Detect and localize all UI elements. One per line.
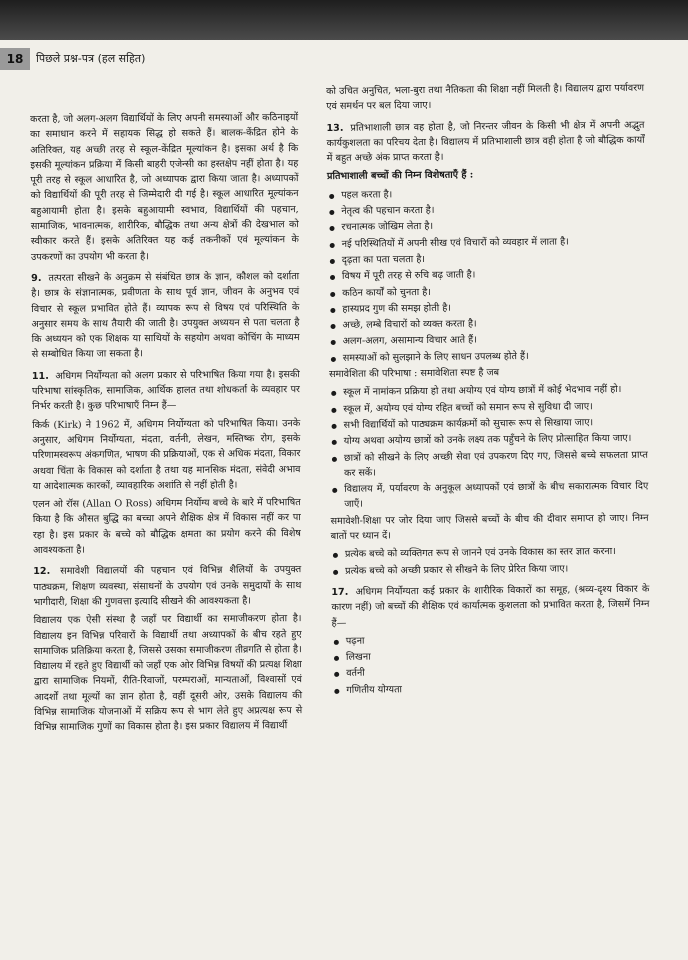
question-text: अधिगम निर्योग्यता कई प्रकार के शारीरिक विकारों का समूह, (श्रव्य-दृश्य विकार के कारण नहीं) जो बच्चों की शैक्षिक एवं कार्यात्मक कुशलता को प्रभावित करता है, जिसमें निम्न हैं— <box>331 583 650 629</box>
question-17 <box>331 582 649 631</box>
inclusion-intro: समावेशिता की परिभाषा : समावेशिता स्पष्ट है जब <box>328 367 500 381</box>
list-item: पढ़ना <box>332 630 650 649</box>
right-intro-paragraph: को उचित अनुचित, भला-बुरा तथा नैतिकता की शिक्षा नहीं मिलती है। विद्यालय द्वारा पर्यावरण एवं समर्थन पर बल दिया जाए। <box>326 82 645 113</box>
list-item: योग्य अथवा अयोग्य छात्रों को उनके लक्ष्य तक पहुँचने के लिए प्रोत्साहित किया जाए। <box>330 431 648 450</box>
list-item: गणितीय योग्यता <box>332 679 650 698</box>
list-item: समस्याओं को सुलझाने के लिए साधन उपलब्ध होते हैं। <box>329 347 647 366</box>
list-item: वर्तनी <box>332 663 650 682</box>
left-column <box>30 110 302 738</box>
question-number: 11. <box>31 370 49 382</box>
gifted-features-list <box>327 184 647 366</box>
list-item: अच्छे, लम्बे विचारों को व्यक्त करता है। <box>328 315 646 334</box>
question-number: 13. <box>326 122 344 134</box>
list-item: अलग-अलग, असामान्य विचार आते हैं। <box>329 331 647 350</box>
list-item: नेतृत्व की पहचान करता है। <box>327 201 645 220</box>
list-item: दृढ़ता का पता चलता है। <box>328 250 646 269</box>
question-number: 12. <box>33 566 51 578</box>
question-text: प्रतिभाशाली छात्र वह होता है, जो निरन्तर जीवन के किसी भी क्षेत्र में अपनी अद्भुत कार्यकुशलता का परिचय देता है। विद्यालय में प्रतिभाशाली छात्र वही होता है जो बौद्धिक कार्यों में बहुत अच्छे अंक प्राप्त करता है। <box>326 119 645 165</box>
learning-disability-list <box>332 630 651 698</box>
right-column <box>326 81 650 699</box>
question-12 <box>33 562 301 610</box>
kirk-definition: किर्क (Kirk) ने 1962 में, अधिगम निर्योग्यता को परिभाषित किया। उनके अनुसार, अधिगम निर्योग्यता, मंदता, वर्तनी, लेखन, मस्तिष्क रोग, इसके परिणामस्वरूप अंकगणित, भाषण की प्रक्रियाओं, एक से अधिक मंदता, विकार अथवा चिंता के विकास को दर्शाता है तथा यह मानसिक मंदता, संवेदी अभाव या आदेशात्मक कारकों, व्यावहारिक अशांति से नहीं होती है। <box>32 417 301 492</box>
list-item: विद्यालय में, पर्यावरण के अनुकूल अध्यापकों एवं छात्रों के बीच सकारात्मक विचार दिए जाएँ। <box>330 479 648 513</box>
question-text: अधिगम निर्योग्यता को अलग प्रकार से परिभाषित किया गया है। इसकी परिभाषा सांस्कृतिक, सामाजिक, आर्थिक हालत तथा शोधकर्ता के व्यवहार पर निर्भर करती है। कुछ परिभाषाएँ निम्न हैं— <box>31 368 300 413</box>
ross-definition: एलन ओ रॉस (Allan O Ross) अधिगम निर्योग्य बच्चे के बारे में परिभाषित किया है कि औसत बुद्धि का बच्चा अपने शैक्षिक क्षेत्र में विकास नहीं कर पा रहा है। इस प्रकार के बच्चे को बौद्धिक क्षमता का प्रयोग करने की विशेष आवश्यकता है। <box>32 497 301 557</box>
page-number: 18 <box>0 48 30 70</box>
question-text: तत्परता सीखने के अनुक्रम से संबंधित छात्र के ज्ञान, कौशल को दर्शाता है। छात्र के संज्ञानात्मक, प्रवीणता के साथ पूर्व ज्ञान, जीवन के अनुभव एवं विचार से स्कूल प्रभावित होते हैं। व्यापक रूप से विषय एवं परिस्थिति के अनुसार समय के साथ तैयारी की जाती है। उपयुक्त अध्ययन से पता चलता है कि अध्ययन को एक शिक्षक या साथियों के सहयोग अथवा कोचिंग के माध्यम से सम्बोधित किया जा सकता है। <box>31 271 300 361</box>
inclusion-attention-list <box>331 544 649 579</box>
list-item: सभी विद्यार्थियों को पाठ्यक्रम कार्यक्रमों को सुचारू रूप से सिखाया जाए। <box>329 415 647 434</box>
inclusion-list <box>329 382 648 513</box>
list-item: रचनात्मक जोखिम लेता है। <box>327 217 645 236</box>
question-text: समावेशी विद्यालयों की पहचान एवं विभिन्न शैलियों के उपयुक्त पाठ्यक्रम, शिक्षण व्यवस्था, संसाधनों के उपयोग एवं उनके समुदायों के साथ भागीदारी, शिक्षा की गुणवत्ता इत्यादि सीखने की आवश्यकता है। <box>33 564 302 608</box>
left-intro-paragraph: करता है, जो अलग-अलग विद्यार्थियों के लिए अपनी समस्याओं और कठिनाइयों का समाधान करने में सहायक सिद्ध हो सकते हैं। बालक-केंद्रित होने के अतिरिक्त, यह अच्छी तरह से स्कूल-केंद्रित मूल्यांकन है। इसका अर्थ है कि इसकी मूल्यांकन प्रक्रिया में किसी बाहरी एजेन्सी का हस्तक्षेप नहीं होता है। यह पूरी तरह से स्कूल आधारित है, जो अध्यापक द्वारा किया जाता है। अध्यापकों को विद्यार्थियों की पूरी तरह से जिम्मेदारी दी गई है। स्कूल आधारित मूल्यांकन बहुआयामी होता है। इसके बहुआयामी स्वभाव, विद्यार्थियों की पहचान, सामाजिक, भावनात्मक, शारीरिक, बौद्धिक तथा अन्य क्षेत्रों की देखभाल को स्वीकार करते हैं। इसके अतिरिक्त यह कई तकनीकों एवं मूल्यांकन के उपकरणों का उपयोग भी करता है। <box>30 112 299 263</box>
features-intro: प्रतिभाशाली बच्चों की निम्न विशेषताएँ हैं : <box>326 169 474 183</box>
list-item: स्कूल में, अयोग्य एवं योग्य रहित बच्चों को समान रूप से सुविधा दी जाए। <box>329 398 647 417</box>
running-head: पिछले प्रश्न-पत्र (हल सहित) <box>36 52 146 65</box>
list-item: पहल करता है। <box>327 184 645 203</box>
list-item: प्रत्येक बच्चे को व्यक्तिगत रूप से जानने एवं उनके विकास का स्तर ज्ञात करना। <box>331 544 649 563</box>
list-item: कठिन कार्यों को चुनता है। <box>328 282 646 301</box>
question-number: 9. <box>31 272 42 284</box>
question-number: 17. <box>331 586 349 598</box>
page-header <box>0 48 688 70</box>
list-item: छात्रों को सीखने के लिए अच्छी सेवा एवं उपकरण दिए गए, जिससे बच्चे सफलता प्राप्त कर सकें। <box>330 447 648 481</box>
question-9 <box>31 269 300 363</box>
list-item: प्रत्येक बच्चे को अच्छी प्रकार से सीखने के लिए प्रेरित किया जाए। <box>331 560 649 579</box>
list-item: हास्यप्रद गुण की समझ होती है। <box>328 299 646 318</box>
photo-dark-background <box>0 0 688 40</box>
inclusion-paragraph: समावेशी-शिक्षा पर जोर दिया जाए जिससे बच्चों के बीच की दीवार समाप्त हो जाए। निम्न बातों पर ध्यान दें। <box>330 512 649 542</box>
list-item: स्कूल में नामांकन प्रक्रिया हो तथा अयोग्य एवं योग्य छात्रों में कोई भेदभाव नहीं हो। <box>329 382 647 401</box>
question-11 <box>32 367 300 415</box>
question-13 <box>326 117 644 166</box>
list-item: लिखना <box>332 647 650 666</box>
list-item: विषय में पूरी तरह से रुचि बढ़ जाती है। <box>328 266 646 285</box>
school-socialization-paragraph: विद्यालय एक ऐसी संस्था है जहाँ पर विद्यार्थी का समाजीकरण होता है। विद्यालय इन विभिन्न परिवारों के विद्यार्थी तथा अध्यापकों के बीच रहते हुए सामाजिक प्रतिक्रिया करता है, जिससे उसका समाजीकरण तीव्रगति से होता है। विद्यालय में रहते हुए विद्यार्थी को जहाँ एक ओर विभिन्न विषयों की प्रत्यक्ष शिक्षा द्वारा सामाजिक नियमों, रीति-रिवाजों, परम्पराओं, मान्यताओं, विश्वासों एवं आदर्शों तथा मूल्यों का ज्ञान होता है, वहीं दूसरी ओर, उसके विद्यालय की विभिन्न सामाजिक योजनाओं में सक्रिय रूप से भाग लेते हुए अप्रत्यक्ष रूप से विभिन्न सामाजिक गुणों का विकास होता है। इस प्रकार विद्यालय में विद्यार्थी <box>33 613 303 734</box>
list-item: नई परिस्थितियों में अपनी सीख एवं विचारों को व्यवहार में लाता है। <box>328 233 646 252</box>
